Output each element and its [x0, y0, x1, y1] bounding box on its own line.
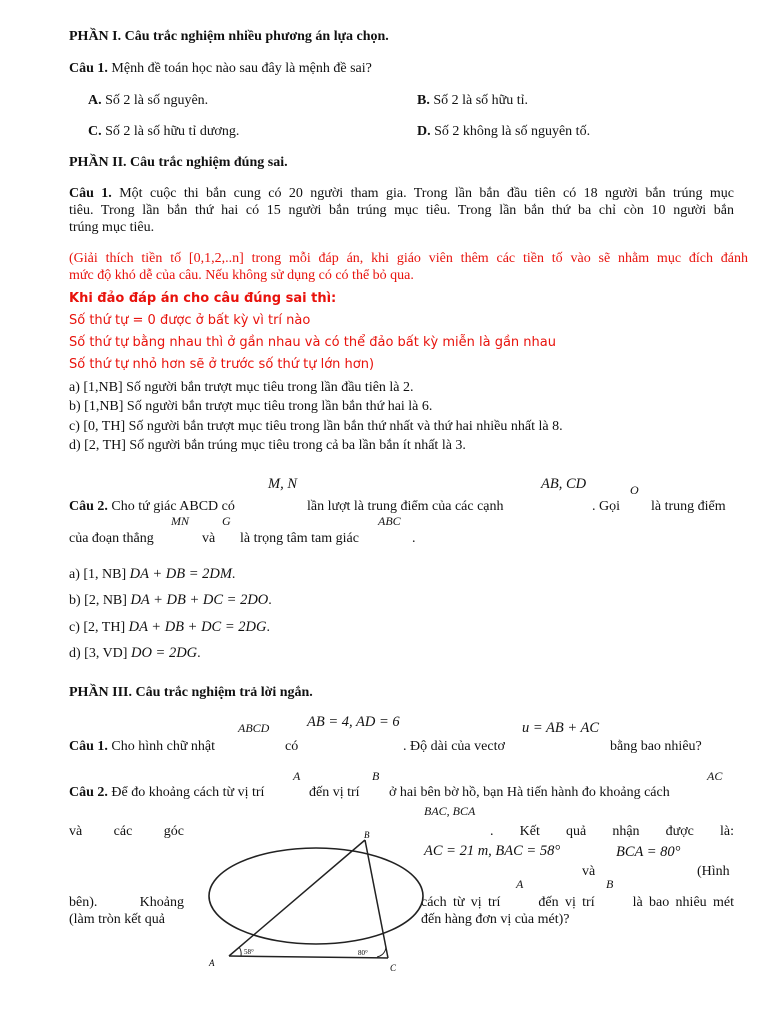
question-text: đến vị trí — [309, 785, 360, 800]
math-AB-CD: AB, CD — [541, 476, 587, 492]
question-text: bằng bao nhiêu? — [610, 739, 702, 754]
side-BC — [365, 840, 388, 958]
part2-question-1-line3: trúng mục tiêu. — [69, 220, 155, 235]
angle-arc-C — [377, 947, 386, 957]
math-B-2: B — [606, 877, 614, 891]
item-label: c) [2, TH] — [69, 620, 126, 635]
lake-ellipse — [209, 848, 423, 944]
math-G: G — [222, 514, 231, 528]
question-number: Câu 1. — [69, 739, 108, 754]
question-number: Câu 2. — [69, 785, 108, 800]
item-label: a) [1, NB] — [69, 567, 127, 582]
option-key: A. — [88, 93, 102, 108]
question-text: . Gọi — [592, 499, 620, 514]
part3-heading: PHẦN III. Câu trắc nghiệm trả lời ngắn. — [69, 685, 313, 700]
option-d — [417, 123, 590, 140]
q1-item-b: b) [1,NB] Số người bắn trượt mục tiêu trong lần bắn thứ hai là 6. — [69, 399, 433, 414]
option-text: Số 2 là số hữu tỉ. — [433, 93, 529, 108]
question-text: Một cuộc thi bắn cung có 20 người tham gia. Trong lần bắn đầu tiên có 18 người bắn trúng mục — [119, 186, 735, 201]
note-line-1: (Giải thích tiền tố [0,1,2,..n] trong mỗi đáp án, khi giáo viên thêm các tiền tố vào sẽ nhằm mục đích đánh — [69, 251, 748, 266]
angle-C-label: 80° — [358, 949, 368, 957]
question-text: bên). Khoảng — [69, 895, 184, 910]
option-text: Số 2 là số nguyên. — [105, 93, 209, 108]
item-label: b) [2, NB] — [69, 593, 127, 608]
question-text: là trọng tâm tam giác — [240, 531, 359, 546]
item-end: . — [197, 646, 201, 661]
item-math: DA + DB = 2DM — [129, 566, 232, 582]
math-B: B — [372, 769, 380, 783]
angle-A-label: 58° — [244, 948, 254, 956]
q1-item-d: d) [2, TH] Số người bắn trúng mục tiêu trong cả ba lần bắn ít nhất là 3. — [69, 438, 466, 453]
question-text: có — [285, 739, 299, 754]
item-math: DO = 2DG — [130, 645, 198, 661]
option-key: C. — [88, 124, 102, 139]
math-MN-sub: MN — [171, 514, 189, 528]
question-number: Câu 1. — [69, 186, 112, 201]
side-AB — [229, 840, 365, 956]
item-math: DA + DB + DC = 2DO — [130, 592, 269, 608]
angle-arc-A — [239, 947, 241, 956]
question-text: . — [412, 531, 416, 546]
question-text: Để đo khoảng cách từ vị trí — [111, 785, 265, 800]
part2-heading: PHẦN II. Câu trắc nghiệm đúng sai. — [69, 155, 288, 170]
math-ABC: ABC — [378, 514, 401, 528]
math-AC: AC — [707, 769, 723, 783]
question-text: (Hình — [697, 864, 730, 879]
question-text: và các góc — [69, 824, 184, 839]
label-C: C — [390, 963, 397, 973]
math-O: O — [630, 483, 639, 497]
question-text: là trung điểm — [651, 499, 726, 514]
math-AC-21: AC = 21 m, BAC = 58° — [424, 843, 561, 859]
question-text: Cho tứ giác ABCD có — [111, 499, 235, 514]
question-number: Câu 1. — [69, 61, 108, 76]
part3-question-1 — [69, 738, 215, 755]
question-text: ở hai bên bờ hồ, bạn Hà tiến hành đo khoảng cách — [389, 785, 670, 800]
label-A: A — [209, 958, 215, 968]
math-ABCD-rect: ABCD — [238, 721, 270, 735]
q2-item-d — [69, 645, 201, 662]
option-b — [417, 92, 528, 109]
note-line-3: Khi đảo đáp án cho câu đúng sai thì: — [69, 291, 337, 306]
item-end: . — [268, 593, 272, 608]
note-line-5: Số thứ tự bằng nhau thì ở gần nhau và có thể đảo bất kỳ miễn là gần nhau — [69, 335, 556, 350]
item-math: DA + DB + DC = 2DG — [128, 619, 267, 635]
q1-item-a: a) [1,NB] Số người bắn trượt mục tiêu trong lần đầu tiên là 2. — [69, 380, 414, 395]
question-text: cách từ vị trí đến vị trí là bao nhiêu mét — [421, 895, 734, 910]
question-text: của đoạn thẳng — [69, 531, 154, 546]
part1-heading: PHẦN I. Câu trắc nghiệm nhiều phương án lựa chọn. — [69, 29, 389, 44]
math-angles: BAC, BCA — [424, 804, 476, 818]
question-text: và — [582, 864, 596, 879]
option-a — [88, 92, 208, 109]
note-line-2: mức độ khó dễ của câu. Nếu không sử dụng có có thể bỏ qua. — [69, 268, 414, 283]
question-number: Câu 2. — [69, 499, 108, 514]
math-dims: AB = 4, AD = 6 — [307, 714, 400, 730]
math-BCA-80: BCA = 80° — [616, 844, 681, 860]
part3-question-2-line1 — [69, 784, 264, 801]
option-text: Số 2 là số hữu tỉ dương. — [105, 124, 240, 139]
part2-question-1-line2: tiêu. Trong lần bắn thứ hai có 15 người bắn trúng mục tiêu. Trong lần bắn thứ ba chỉ còn 10 người bắn — [69, 203, 734, 218]
note-line-4: Số thứ tự = 0 được ở bất kỳ vì trí nào — [69, 313, 311, 328]
question-text: Mệnh đề toán học nào sau đây là mệnh đề sai? — [111, 61, 372, 76]
question-text: (làm tròn kết quả — [69, 912, 166, 927]
q2-item-a — [69, 566, 235, 583]
math-A: A — [293, 769, 301, 783]
part2-question-2-line1 — [69, 498, 235, 515]
question-text: Cho hình chữ nhật — [111, 739, 216, 754]
math-vector-u: u = AB + AC — [522, 720, 600, 736]
question-text: lần lượt là trung điểm của các cạnh — [307, 499, 504, 514]
question-text: và — [202, 531, 216, 546]
question-text: đến hàng đơn vị của mét)? — [421, 912, 570, 927]
label-B: B — [364, 830, 370, 840]
q2-item-c — [69, 619, 270, 636]
q2-item-b — [69, 592, 272, 609]
math-A-2: A — [516, 877, 524, 891]
item-end: . — [231, 567, 236, 582]
q1-item-c: c) [0, TH] Số người bắn trượt mục tiêu trong lần bắn thứ nhất và thứ hai nhiều nhất là 8. — [69, 419, 563, 434]
item-end: . — [266, 620, 270, 635]
math-MN: M, N — [268, 476, 297, 492]
part2-question-1-line1 — [69, 185, 734, 202]
lake-figure — [200, 826, 426, 982]
question-text: . Kết quả nhận được là: — [490, 824, 734, 839]
part1-question-1 — [69, 60, 372, 77]
note-line-6: Số thứ tự nhỏ hơn sẽ ở trước số thứ tự lớn hơn) — [69, 357, 375, 372]
option-key: B. — [417, 93, 430, 108]
option-key: D. — [417, 124, 431, 139]
option-c — [88, 123, 239, 140]
item-label: d) [3, VD] — [69, 646, 128, 661]
option-text: Số 2 không là số nguyên tố. — [434, 124, 591, 139]
question-text: . Độ dài của vectơ — [403, 739, 505, 754]
